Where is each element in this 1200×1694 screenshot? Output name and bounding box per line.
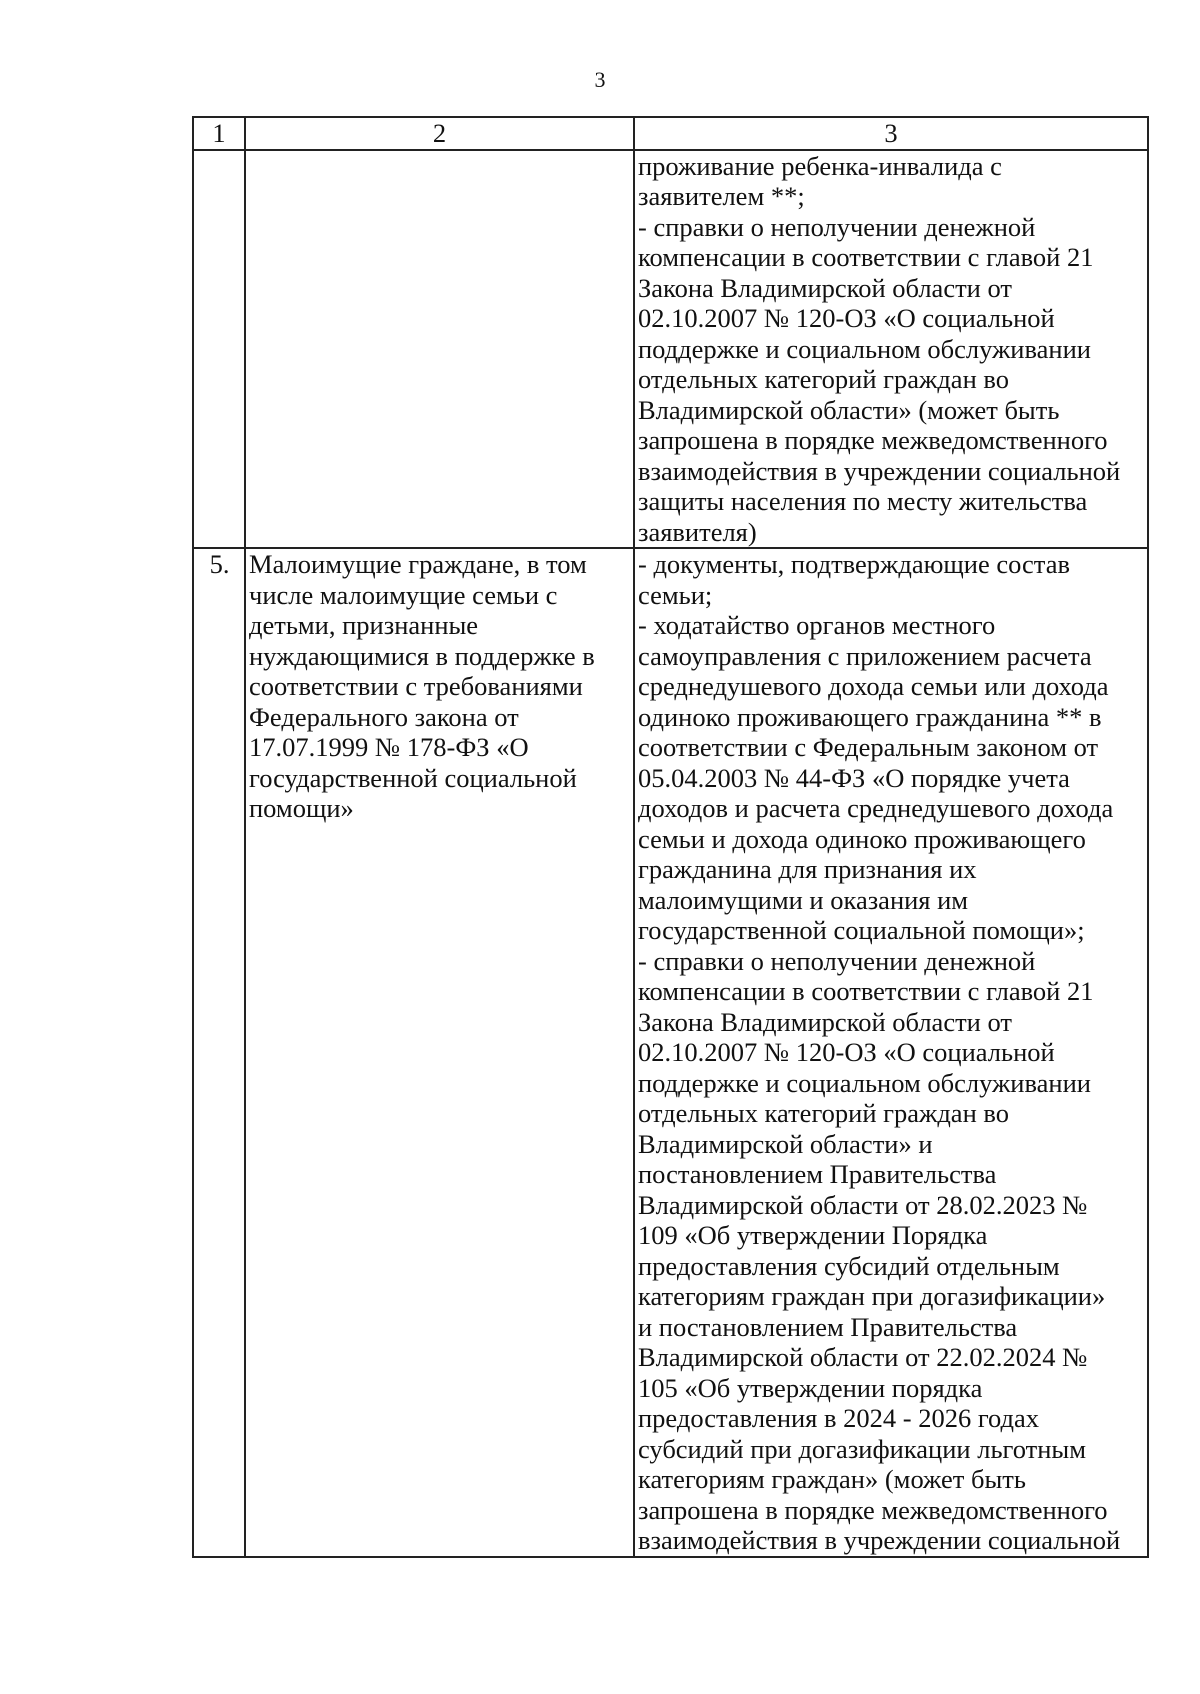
cell-text-line: взаимодействия в учреждении социальной [638, 455, 1121, 486]
row-number-cell [193, 150, 245, 549]
cell-text-line: предоставления субсидий отдельным [638, 1250, 1060, 1281]
cell-text-line: - документы, подтверждающие состав [638, 549, 1070, 579]
cell-text-line: государственной социальной [249, 762, 577, 793]
cell-text-line: 02.10.2007 № 120-ОЗ «О социальной [638, 1037, 1055, 1067]
table-header-row [193, 117, 1148, 150]
category-cell [245, 548, 634, 1557]
cell-text-line: Владимирской области» (может быть [638, 394, 1060, 425]
cell-text-line: 105 «Об утверждении порядка [638, 1372, 983, 1403]
cell-text-line: 17.07.1999 № 178-ФЗ «О [249, 732, 529, 762]
cell-text-line: отдельных категорий граждан во [638, 1098, 1009, 1128]
cell-text-line: Закона Владимирской области от [638, 1006, 1012, 1037]
cell-text-line: Закона Владимирской области от [638, 272, 1012, 303]
cell-text-line: детьми, признанные [249, 610, 479, 640]
cell-text-line: гражданина для признания их [638, 854, 977, 884]
column-header-3: 3 [634, 117, 1148, 150]
cell-text-line: - ходатайство органов местного [638, 610, 996, 640]
cell-text-line: доходов и расчета среднедушевого дохода [638, 793, 1114, 823]
table-row [193, 548, 1148, 1557]
cell-text-line: соответствии с Федеральным законом от [638, 732, 1099, 762]
cell-text-line: запрошена в порядке межведомственного [638, 1494, 1108, 1525]
cell-text-line: Владимирской области от 22.02.2024 № [638, 1342, 1088, 1372]
cell-text-line: нуждающимися в поддержке в [249, 640, 595, 671]
documents-cell [634, 548, 1148, 1557]
cell-text-line: среднедушевого дохода семьи или дохода [638, 671, 1109, 701]
cell-text-line: защиты населения по месту жительства [638, 486, 1088, 516]
cell-text-line: - справки о неполучении денежной [638, 945, 1036, 976]
cell-text-line: малоимущими и оказания им [638, 884, 969, 915]
cell-text-line: Федерального закона от [249, 701, 519, 732]
row-number-cell: 5. [193, 548, 245, 1557]
column-header-1: 1 [193, 117, 245, 150]
cell-text-line: компенсации в соответствии с главой 21 [638, 976, 1094, 1006]
cell-text-line: предоставления в 2024 - 2026 годах [638, 1403, 1040, 1433]
cell-text-line: субсидий при догазификации льготным [638, 1433, 1086, 1464]
cell-text-line: семьи; [638, 579, 713, 610]
documents-table [192, 116, 1149, 1558]
cell-text-line: соответствии с требованиями [249, 671, 583, 701]
page-number: 3 [594, 67, 606, 92]
cell-text-line: одиноко проживающего гражданина ** в [638, 701, 1102, 732]
cell-text-line: Малоимущие граждане, в том [249, 549, 587, 579]
cell-text-line: помощи» [249, 793, 354, 823]
category-cell [245, 150, 634, 549]
cell-text-line: самоуправления с приложением расчета [638, 640, 1092, 671]
cell-text-line: 05.04.2003 № 44-ФЗ «О порядке учета [638, 762, 1070, 793]
cell-text-line: отдельных категорий граждан во [638, 364, 1009, 394]
documents-cell [634, 150, 1148, 549]
cell-text-line: взаимодействия в учреждении социальной [638, 1525, 1121, 1555]
cell-text-line: Владимирской области» и [638, 1128, 933, 1159]
cell-text-line: категориям граждан при догазификации» [638, 1281, 1106, 1311]
cell-text-line: заявителем **; [638, 181, 805, 211]
cell-text-line: постановлением Правительства [638, 1159, 997, 1189]
cell-text-line: семьи и дохода одиноко проживающего [638, 823, 1086, 854]
cell-text-line: 109 «Об утверждении Порядка [638, 1220, 988, 1250]
cell-text-line: государственной социальной помощи»; [638, 915, 1085, 945]
cell-text-line: заявителя) [638, 516, 757, 547]
column-header-2: 2 [245, 117, 634, 150]
cell-text-line: категориям граждан» (может быть [638, 1464, 1026, 1494]
table-row [193, 150, 1148, 549]
cell-text-line: компенсации в соответствии с главой 21 [638, 242, 1094, 272]
cell-text-line: - справки о неполучении денежной [638, 211, 1036, 242]
cell-text-line: 02.10.2007 № 120-ОЗ «О социальной [638, 303, 1055, 333]
cell-text-line: поддержке и социальном обслуживании [638, 333, 1091, 364]
cell-text-line: Владимирской области от 28.02.2023 № [638, 1189, 1088, 1220]
cell-text-line: проживание ребенка-инвалида с [638, 150, 1002, 181]
cell-text-line: числе малоимущие семьи с [249, 579, 558, 610]
cell-text-line: запрошена в порядке межведомственного [638, 425, 1108, 455]
cell-text-line: поддержке и социальном обслуживании [638, 1067, 1091, 1098]
cell-text-line: и постановлением Правительства [638, 1311, 1018, 1342]
